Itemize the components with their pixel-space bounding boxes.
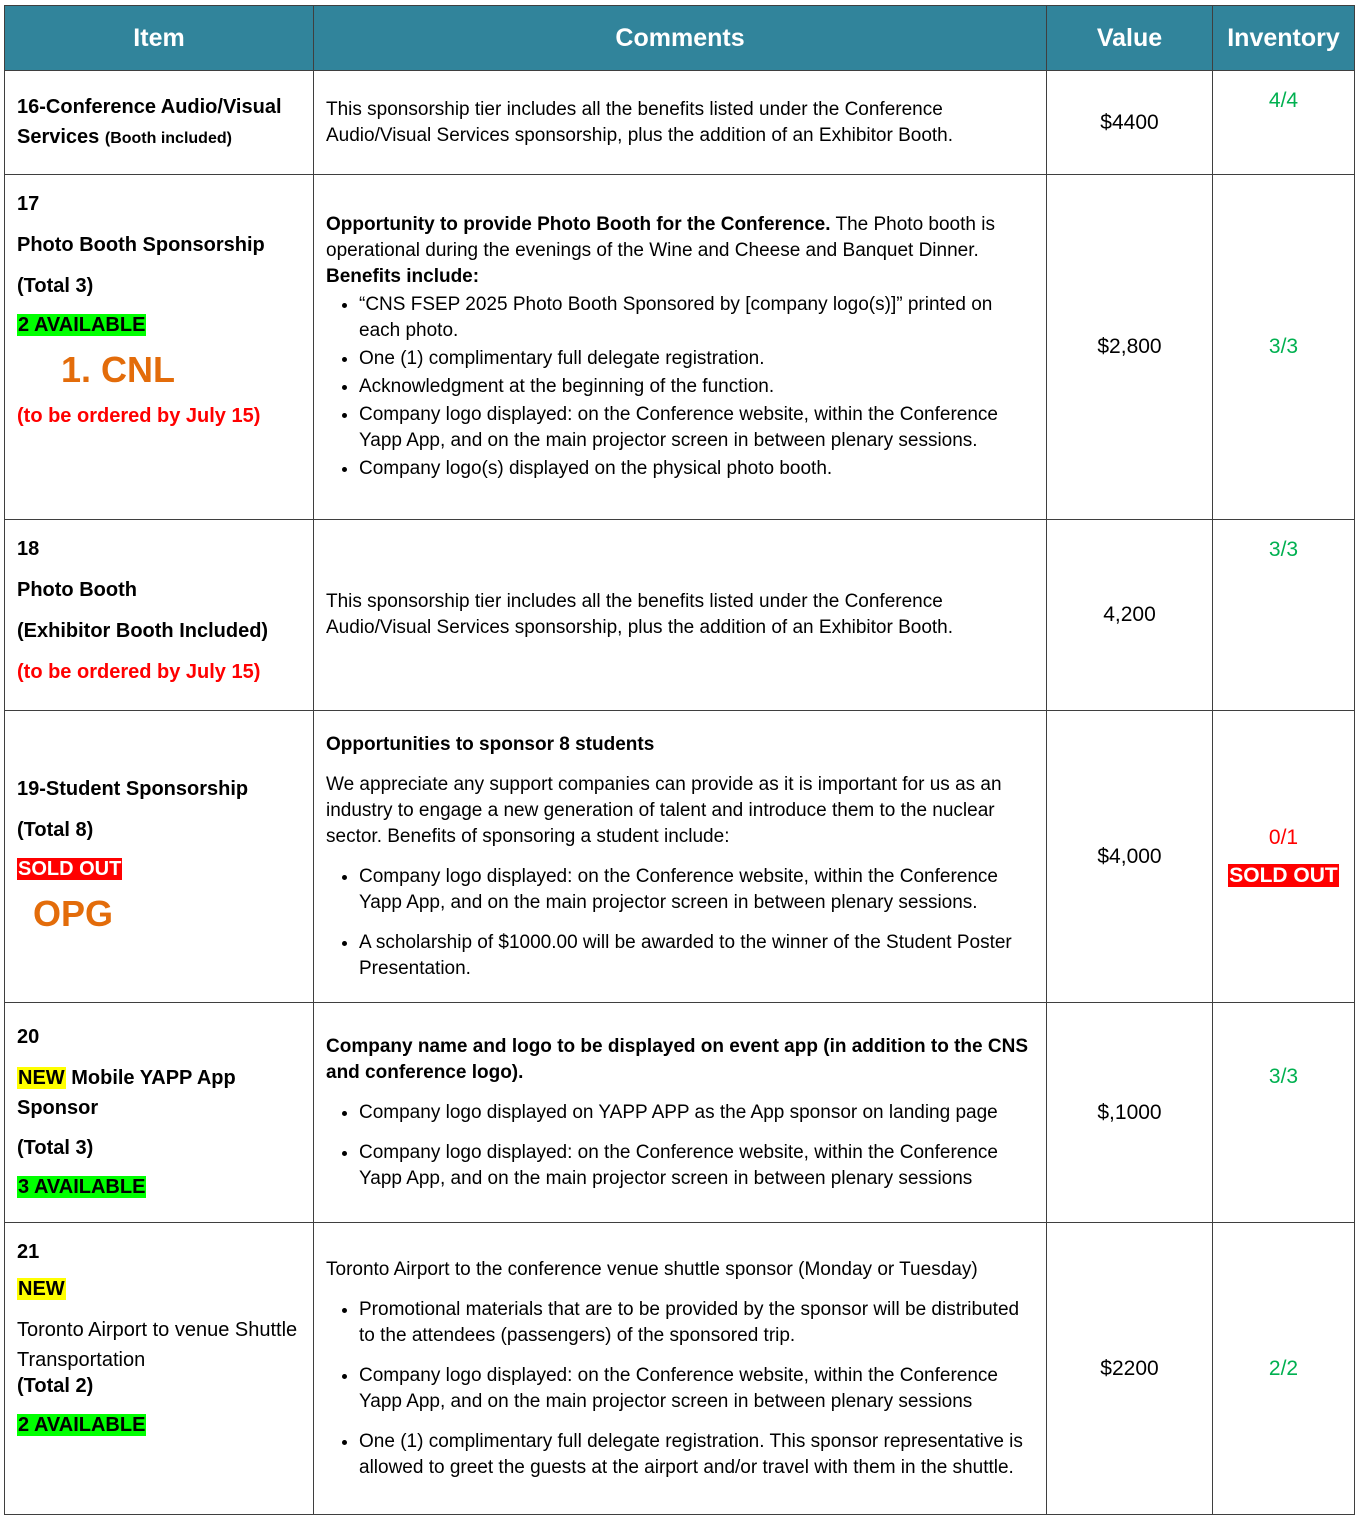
status-badge: 2 AVAILABLE: [18, 314, 146, 336]
list-item: • Company logo displayed: on the Conference website, within the Conference Yapp App, and on the main projector screen in between plenary sessions.: [359, 864, 1034, 916]
comment-text: We appreciate any support companies can provide as it is important for us as an industry to engage a new generation of talent and introduce them to the nuclear sector. Benefits of sponsoring a student include:: [326, 773, 1002, 847]
header-row: [5, 6, 1355, 71]
benefits-list: [326, 864, 1034, 982]
table-row: [5, 711, 1355, 1003]
item-cell: [5, 175, 314, 520]
item-cell: [5, 520, 314, 711]
item-number: 20: [17, 1026, 40, 1048]
inventory-cell: [1213, 71, 1355, 175]
list-item: • Company logo displayed: on the Conference website, within the Conference Yapp App, and on the main projector screen in between plenary sessions: [359, 1363, 1034, 1415]
comment-intro: [326, 212, 1034, 264]
list-item: • One (1) complimentary full delegate registration.: [359, 346, 1034, 372]
item-total: (Total 8): [17, 819, 94, 841]
inventory-cell: [1213, 520, 1355, 711]
table-row: [5, 520, 1355, 711]
table-row: [5, 175, 1355, 520]
comment-intro-bold: Opportunity to provide Photo Booth for the Conference.: [326, 214, 831, 235]
list-item: • Company logo displayed: on the Conference website, within the Conference Yapp App, and on the main projector screen in between plenary sessions.: [359, 402, 1034, 454]
inventory-count: 3/3: [1268, 335, 1299, 358]
list-item: • Promotional materials that are to be provided by the sponsor will be distributed to the attendees (passengers) of the sponsored trip.: [359, 1297, 1034, 1349]
comment-heading: Company name and logo to be displayed on event app (in addition to the CNS and conference logo).: [326, 1035, 1028, 1083]
item-number: 21: [17, 1241, 40, 1263]
comment-cell: [314, 1003, 1047, 1223]
comment-cell: [314, 71, 1047, 175]
benefits-list: [326, 1297, 1034, 1481]
table-row: [5, 71, 1355, 175]
inventory-cell: [1213, 1003, 1355, 1223]
comment-cell: [314, 175, 1047, 520]
list-item: • Acknowledgment at the beginning of the function.: [359, 374, 1034, 400]
benefits-list: [326, 292, 1034, 482]
item-title: Mobile YAPP App Sponsor: [17, 1067, 236, 1119]
inventory-cell: [1213, 175, 1355, 520]
item-subtitle: (Exhibitor Booth Included): [17, 620, 269, 642]
new-badge: NEW: [18, 1067, 65, 1089]
item-total: (Total 2): [17, 1375, 94, 1397]
header-item: Item: [5, 6, 314, 71]
status-badge: SOLD OUT: [18, 858, 122, 880]
inventory-count: 2/2: [1268, 1356, 1299, 1380]
new-badge: NEW: [18, 1278, 65, 1300]
item-cell: [5, 1223, 314, 1515]
comment-intro-rest: The Photo booth is operational during the evenings of the Wine and Cheese and Banquet Dinner.: [326, 214, 995, 261]
value-cell: $4400: [1047, 71, 1213, 175]
inventory-cell: [1213, 1223, 1355, 1515]
value-cell: $4,000: [1047, 711, 1213, 1003]
comment-cell: [314, 520, 1047, 711]
comment-cell: [314, 711, 1047, 1003]
header-comments: Comments: [314, 6, 1047, 71]
comment-cell: [314, 1223, 1047, 1515]
inventory-cell: [1213, 711, 1355, 1003]
order-deadline: (to be ordered by July 15): [17, 661, 261, 683]
inventory-count: 4/4: [1268, 89, 1299, 112]
benefits-label: Benefits include:: [326, 266, 480, 287]
item-title: Toronto Airport to venue Shuttle Transportation: [17, 1319, 298, 1371]
value-cell: $2200: [1047, 1223, 1213, 1515]
order-deadline: (to be ordered by July 15): [17, 405, 261, 427]
status-badge: 2 AVAILABLE: [18, 1414, 146, 1436]
sponsor-name: 1. CNL: [61, 349, 176, 390]
header-value: Value: [1047, 6, 1213, 71]
item-title: Photo Booth: [17, 579, 137, 601]
comment-text: This sponsorship tier includes all the benefits listed under the Conference Audio/Visual Services sponsorship, plus the addition of an Exhibitor Booth.: [326, 591, 954, 638]
inventory-count: 3/3: [1268, 1065, 1299, 1088]
item-total: (Total 3): [17, 275, 94, 297]
list-item: • Company logo displayed on YAPP APP as the App sponsor on landing page: [359, 1100, 1034, 1126]
item-number: 17: [17, 193, 40, 215]
value-cell: $,1000: [1047, 1003, 1213, 1223]
item-cell: [5, 1003, 314, 1223]
item-title: Photo Booth Sponsorship: [17, 234, 265, 256]
inventory-status-badge: SOLD OUT: [1229, 863, 1338, 887]
inventory-count: 3/3: [1268, 538, 1299, 561]
item-title-wrap: [17, 1063, 301, 1123]
list-item: • Company logo(s) displayed on the physical photo booth.: [359, 456, 1034, 482]
inventory-count: 0/1: [1268, 825, 1299, 849]
comment-heading: Opportunities to sponsor 8 students: [326, 733, 655, 755]
sponsorship-table: [4, 5, 1355, 1515]
value-cell: $2,800: [1047, 175, 1213, 520]
value-cell: 4,200: [1047, 520, 1213, 711]
table-row: [5, 1003, 1355, 1223]
comment-text: Toronto Airport to the conference venue shuttle sponsor (Monday or Tuesday): [326, 1258, 978, 1280]
list-item: • One (1) complimentary full delegate registration. This sponsor representative is allowed to greet the guests at the airport and/or travel with them in the shuttle.: [359, 1429, 1034, 1481]
header-inventory: Inventory: [1213, 6, 1355, 71]
list-item: • Company logo displayed: on the Conference website, within the Conference Yapp App, and on the main projector screen in between plenary sessions: [359, 1140, 1034, 1192]
item-title: 19-Student Sponsorship: [17, 778, 249, 800]
list-item: • “CNS FSEP 2025 Photo Booth Sponsored by [company logo(s)]” printed on each photo.: [359, 292, 1034, 344]
item-title: 16-Conference Audio/Visual Services: [17, 95, 282, 148]
benefits-list: [326, 1100, 1034, 1192]
item-cell: [5, 71, 314, 175]
comment-text: This sponsorship tier includes all the benefits listed under the Conference Audio/Visual Services sponsorship, plus the addition of an Exhibitor Booth.: [326, 98, 954, 146]
table-row: [5, 1223, 1355, 1515]
sponsor-name: OPG: [33, 893, 114, 934]
list-item: • A scholarship of $1000.00 will be awarded to the winner of the Student Poster Presentation.: [359, 930, 1034, 982]
item-cell: [5, 711, 314, 1003]
item-number: 18: [17, 538, 40, 560]
item-note: (Booth included): [104, 129, 232, 147]
item-total: (Total 3): [17, 1137, 94, 1159]
status-badge: 3 AVAILABLE: [18, 1176, 146, 1198]
